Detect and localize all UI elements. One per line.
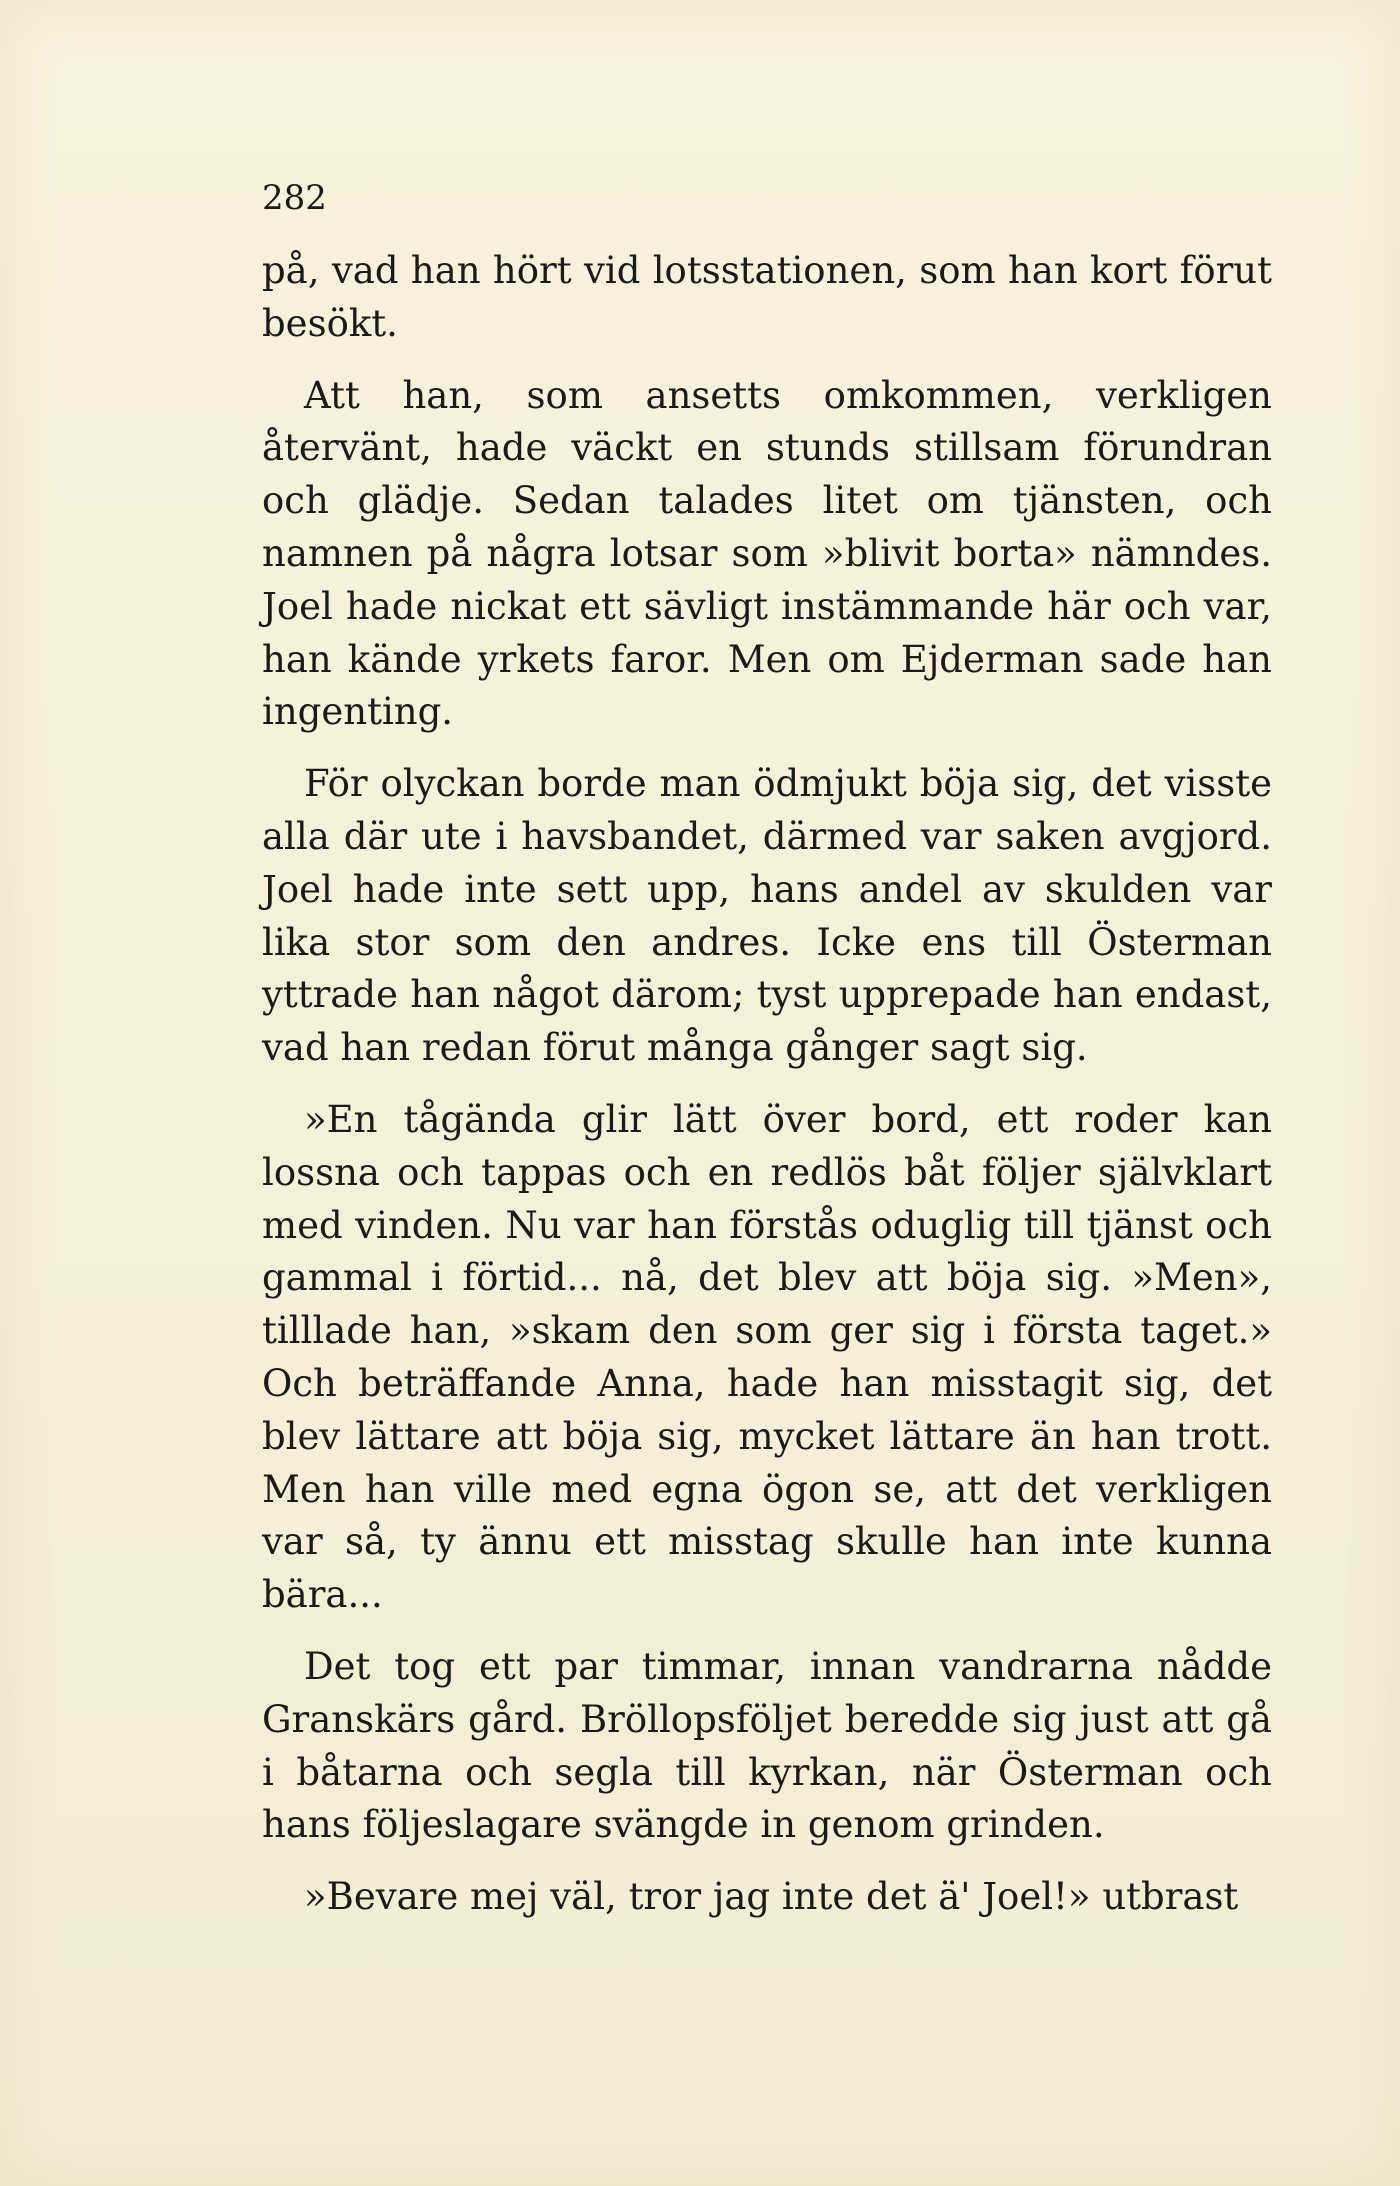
paragraph-4: »En tågända glir lätt över bord, ett roder kan lossna och tappas och en redlös båt följer självklart med vinden. Nu var han förstås oduglig till tjänst och gammal i förtid... nå, det blev att böja sig. »Men», tilllade han, »skam den som ger sig i första taget.» Och beträffande Anna, hade han misstagit sig, det blev lättare att böja sig, mycket lättare än han trott. Men han ville med egna ögon se, att det verkligen var så, ty ännu ett misstag skulle han inte kunna bära... <box>262 1097 1272 1617</box>
paragraph-1: på, vad han hört vid lotsstationen, som han kort förut besökt. <box>262 249 1272 345</box>
page-number: 282 <box>262 178 327 218</box>
paragraph-2: Att han, som ansetts omkommen, verkligen återvänt, hade väckt en stunds stillsam förundran och glädje. Sedan talades litet om tjänsten, och namnen på några lotsar som »blivit borta» nämndes. Joel hade nickat ett sävligt instämmande här och var, han kände yrkets faror. Men om Ejderman sade han ingenting. <box>262 373 1272 734</box>
paragraph-5: Det tog ett par timmar, innan vandrarna nådde Granskärs gård. Bröllopsföljet beredde sig just att gå i båtarna och segla till kyrkan, när Österman och hans följeslagare svängde in genom grinden. <box>262 1644 1272 1847</box>
paragraph-6: »Bevare mej väl, tror jag inte det ä' Joel!» utbrast <box>304 1875 1239 1919</box>
body-text <box>262 245 1272 1924</box>
paragraph-3: För olyckan borde man ödmjukt böja sig, det visste alla där ute i havsbandet, därmed var saken avgjord. Joel hade inte sett upp, hans andel av skulden var lika stor som den andres. Icke ens till Österman yttrade han något därom; tyst upprepade han endast, vad han redan förut många gånger sagt sig. <box>262 762 1272 1070</box>
